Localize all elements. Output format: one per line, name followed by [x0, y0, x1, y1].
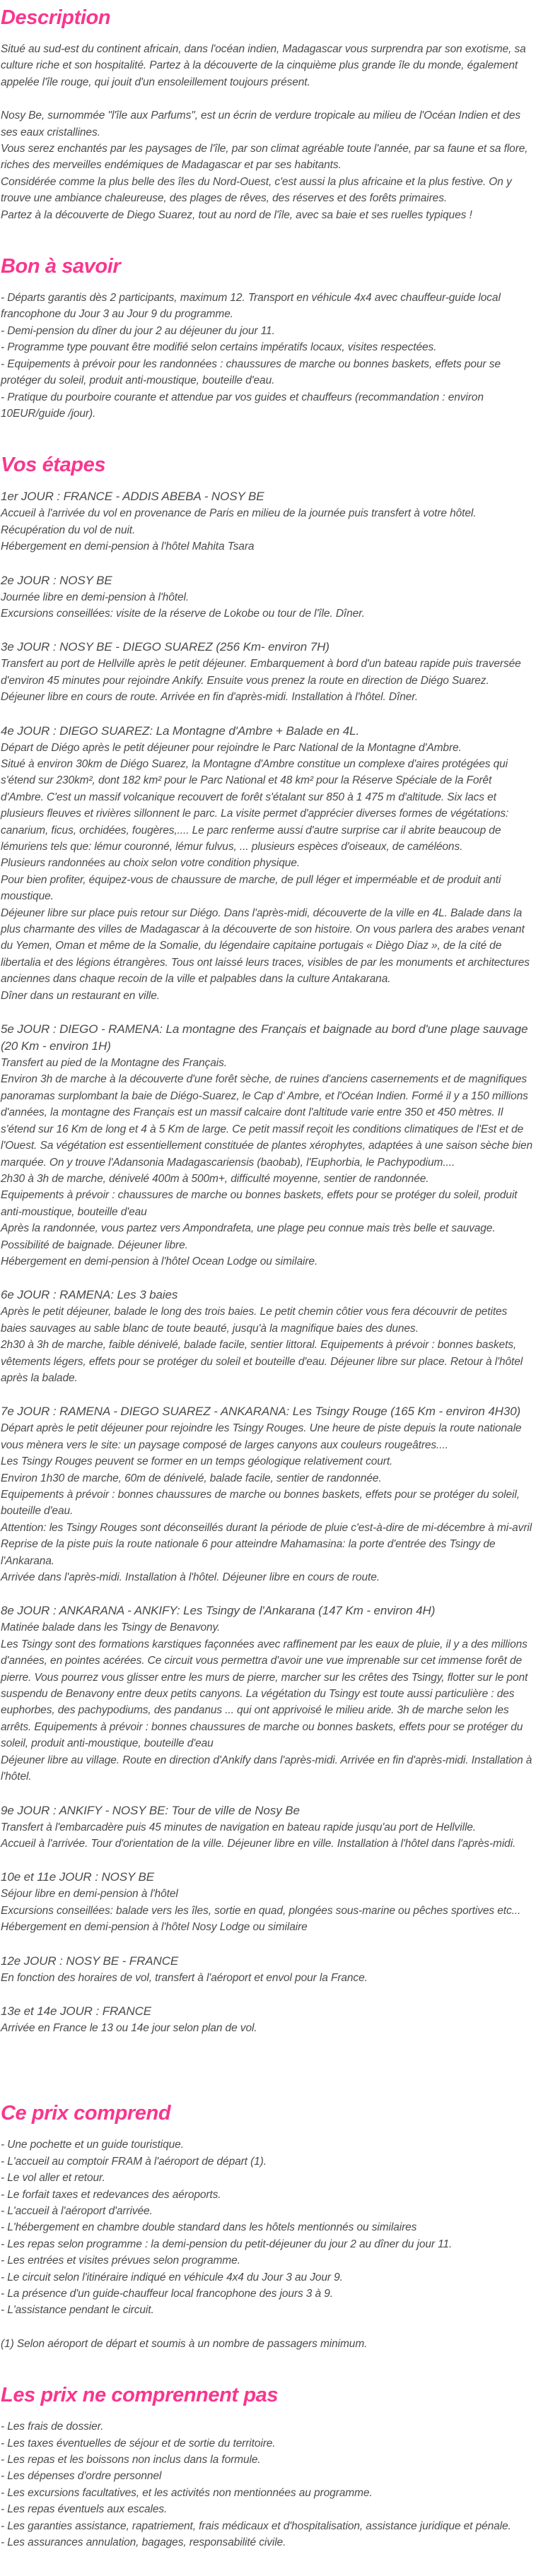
paragraph: Attention: les Tsingy Rouges sont déconseillés durant la période de pluie c'est-à-dire de mi-décembre à mi-avril	[1, 1521, 532, 1534]
paragraph: Environ 1h30 de marche, 60m de dénivelé, balade facile, sentier de randonnée.	[1, 1472, 382, 1484]
day-title: 9e JOUR : ANKIFY - NOSY BE: Tour de ville de Nosy Be	[1, 1803, 300, 1817]
paragraph: - Programme type pouvant être modifié selon certains impératifs locaux, visites respectées.	[1, 341, 437, 354]
paragraph: - Une pochette et un guide touristique.	[1, 2139, 184, 2151]
section-description	[1, 6, 535, 223]
paragraph: Equipements à prévoir : chaussures de marche ou bonnes baskets, effets pour se protéger du soleil, produit anti-moustique, bouteille d'eau	[1, 1189, 518, 1218]
paragraph: - L'accueil à l'aéroport d'arrivée.	[1, 2204, 153, 2217]
paragraph: - Départs garantis dès 2 participants, maximum 12. Transport en véhicule 4x4 avec chauffeur-guide local francophone du Jour 3 au Jour 9 du programme.	[1, 292, 501, 321]
paragraph: - Les repas selon programme : la demi-pension du petit-déjeuner du jour 2 au dîner du jour 11.	[1, 2238, 453, 2250]
paragraph: Les Tsingy sont des formations karstiques façonnées avec raffinement par les eaux de pluie, il y a des millions d'années, en pointes acérées. Ce circuit vous permettra d'avoir une vue imprenable sur cet immense forêt de pierre. Vous pourrez vous glisser entre les murs de pierre, marcher sur les crêtes des Tsingy, flotter sur le pont suspendu de Benavony entre deux petits canyons. La végétation du Tsingy est toute aussi particulière : des euphorbes, des pachypodiums, des pandanus ... qui ont apprivoisé le milieu aride. 3h de marche selon les arrêts. Equipements à prévoir : bonnes chaussures de marche ou bonnes baskets, effets pour se protéger du soleil, produit anti-moustique, bouteille d'eau	[1, 1638, 528, 1750]
section-les-prix-ne-comprennent-pas	[1, 2383, 535, 2551]
paragraph: Excursions conseillées: visite de la réserve de Lokobe ou tour de l'île. Dîner.	[1, 607, 365, 620]
paragraph: - Le forfait taxes et redevances des aéroports.	[1, 2188, 221, 2201]
paragraph: (1) Selon aéroport de départ et soumis à un nombre de passagers minimum.	[1, 2337, 368, 2350]
paragraph: Matinée balade dans les Tsingy de Benavony.	[1, 1621, 221, 1634]
day-title: 13e et 14e JOUR : FRANCE	[1, 2004, 152, 2018]
paragraph: - L'assistance pendant le circuit.	[1, 2304, 154, 2317]
paragraph: Transfert au pied de la Montagne des Français.	[1, 1057, 227, 1070]
day-title: 5e JOUR : DIEGO - RAMENA: La montagne des Français et baignade au bord d'une plage sauvage (20 Km - environ 1H)	[1, 1022, 528, 1053]
paragraph: Accueil à l'arrivée du vol en provenance de Paris en milieu de la journée puis transfert à votre hôtel. Récupération du vol de nuit.	[1, 507, 477, 536]
paragraph: - Equipements à prévoir pour les randonnées : chaussures de marche ou bonnes baskets, effets pour se protéger du soleil, produit anti-moustique, bouteille d'eau.	[1, 358, 501, 387]
paragraph: Partez à la découverte de Diego Suarez, tout au nord de l'île, avec sa baie et ses ruelles typiques !	[1, 208, 472, 221]
paragraph: - Pratique du pourboire courante et attendue par vos guides et chauffeurs (recommandation : environ 10EUR/guide /jour).	[1, 391, 484, 420]
paragraph: Hébergement en demi-pension à l'hôtel Nosy Lodge ou similaire	[1, 1921, 308, 1934]
paragraph: 2h30 à 3h de marche, faible dénivelé, balade facile, sentier littoral. Equipements à prévoir : bonnes baskets, vêtements légers, effets pour se protéger du soleil et bouteille d'eau. Déjeuner libre sur place. Retour à l'hôtel après la balade.	[1, 1339, 523, 1384]
paragraph: En fonction des horaires de vol, transfert à l'aéroport et envol pour la France.	[1, 1971, 368, 1984]
text-block	[1, 41, 535, 90]
paragraph: Considérée comme la plus belle des îles du Nord-Ouest, c'est aussi la plus africaine et la plus festive. On y trouve une ambiance chaleureuse, des plages de rêves, des réserves et des forêts primaires.	[1, 175, 512, 205]
paragraph: Pour bien profiter, équipez-vous de chaussure de marche, de pull léger et imperméable et de produit anti moustique.	[1, 873, 501, 903]
paragraph: Dîner dans un restaurant en ville.	[1, 989, 160, 1002]
day-title: 10e et 11e JOUR : NOSY BE	[1, 1870, 155, 1884]
paragraph: - Les garanties assistance, rapatriement, frais médicaux et d'hospitalisation, assistance juridique et pénale.	[1, 2519, 511, 2532]
day-block	[1, 1953, 535, 1986]
day-block	[1, 1602, 535, 1785]
paragraph: Reprise de la piste puis la route nationale 6 pour atteindre Mahamasina: la porte d'entrée des Tsingy de l'Ankarana.	[1, 1538, 496, 1567]
text-block	[1, 2418, 535, 2551]
paragraph: - Les taxes éventuelles de séjour et de sortie du territoire.	[1, 2437, 276, 2450]
paragraph: Arrivée en France le 13 ou 14e jour selon plan de vol.	[1, 2021, 257, 2034]
paragraph: - Les dépenses d'ordre personnel	[1, 2470, 162, 2483]
day-block	[1, 488, 535, 555]
day-block	[1, 1869, 535, 1935]
section-vos-etapes	[1, 453, 535, 2036]
paragraph: Départ de Diégo après le petit déjeuner pour rejoindre le Parc National de la Montagne d'Ambre.	[1, 741, 462, 754]
paragraph: - Les assurances annulation, bagages, responsabilité civile.	[1, 2536, 286, 2549]
paragraph: Plusieurs randonnées au choix selon votre condition physique.	[1, 857, 301, 870]
section-heading: Ce prix comprend	[1, 2102, 171, 2125]
paragraph: Après le petit déjeuner, balade le long des trois baies. Le petit chemin côtier vous fera découvrir de petites baies sauvages au sable blanc de toute beauté, jusqu'à la magnifique baies des dunes.	[1, 1306, 508, 1335]
day-block	[1, 1287, 535, 1386]
paragraph: - L'accueil au comptoir FRAM à l'aéroport de départ (1).	[1, 2155, 267, 2168]
day-title: 2e JOUR : NOSY BE	[1, 573, 112, 587]
paragraph: - Les repas éventuels aux escales.	[1, 2503, 168, 2516]
paragraph: Séjour libre en demi-pension à l'hôtel	[1, 1888, 178, 1901]
text-block	[1, 107, 535, 223]
paragraph: - Le vol aller et retour.	[1, 2172, 105, 2185]
day-title: 3e JOUR : NOSY BE - DIEGO SUAREZ (256 Km- environ 7H)	[1, 640, 330, 654]
day-block	[1, 723, 535, 1005]
paragraph: Vous serez enchantés par les paysages de l'île, par son climat agréable toute l'année, par sa faune et sa flore, riches des merveilles endémiques de Madagascar et par ses habitants.	[1, 143, 528, 172]
section-heading: Les prix ne comprennent pas	[1, 2384, 279, 2407]
paragraph: Hébergement en demi-pension à l'hôtel Ocean Lodge ou similaire.	[1, 1255, 318, 1268]
section-heading: Vos étapes	[1, 454, 106, 477]
paragraph: - Les excursions facultatives, et les activités non mentionnées au programme.	[1, 2486, 373, 2499]
paragraph: Journée libre en demi-pension à l'hôtel.	[1, 591, 190, 603]
paragraph: Après la randonnée, vous partez vers Ampondrafeta, une plage peu connue mais très belle et sauvage. Possibilité de baignade. Déjeuner libre.	[1, 1222, 496, 1251]
paragraph: Déjeuner libre en cours de route. Arrivée en fin d'après-midi. Installation à l'hôtel. Dîner.	[1, 691, 418, 704]
text-block	[1, 290, 535, 422]
paragraph: - Le circuit selon l'itinéraire indiqué en véhicule 4x4 du Jour 3 au Jour 9.	[1, 2271, 343, 2283]
paragraph: Environ 3h de marche à la découverte d'une forêt sèche, de ruines d'anciens casernements et de magnifiques panoramas surplombant la baie de Diégo-Suarez, le Cap d' Ambre, et l'Océan Indien. Formé il y a 150 millions d'années, la montagne des Français est un massif calcaire dont l'altitude varie entre 350 et 450 mètres. Il s'étend sur 16 Km de long et 4 à 5 Km de large. Ce petit massif reçoit les conditions climatiques de l'Est et de l'Ouest. Sa végétation est essentiellement constituée de plantes xérophytes, adaptées à une saison sèche bien marquée. On y trouve l'Adansonia Madagascariensis (baobab), l'Euphorbia, le Pachypodium....	[1, 1073, 533, 1169]
day-title: 6e JOUR : RAMENA: Les 3 baies	[1, 1288, 178, 1302]
paragraph: - L'hébergement en chambre double standard dans les hôtels mentionnés ou similaires	[1, 2221, 417, 2234]
paragraph: Situé à environ 30km de Diégo Suarez, la Montagne d'Ambre constitue un complexe d'aires protégées qui s'étend sur 230km², dont 182 km² pour le Parc National et 48 km² pour la Réserve Spéciale de la Forêt d'Ambre. C'est un massif volcanique recouvert de forêt s'étalant sur 850 à 1 475 m d'altitude. Six lacs et plusieurs fleuves et rivières sillonnent le parc. La visite permet d'apprécier diverses formes de végétations: canarium, ficus, orchidées, fougères,.... Le parc renferme aussi d'autre surprise car il abrite beaucoup de lémuriens tels que: lémur couronné, lémur fulvus, ... plusieurs espèces d'oiseaux, de caméléons.	[1, 757, 509, 853]
day-block	[1, 1021, 535, 1270]
day-title: 7e JOUR : RAMENA - DIEGO SUAREZ - ANKARANA: Les Tsingy Rouge (165 Km - environ 4H30)	[1, 1405, 521, 1419]
section-heading: Bon à savoir	[1, 255, 121, 278]
text-block	[1, 2137, 535, 2318]
paragraph: Equipements à prévoir : bonnes chaussures de marche ou bonnes baskets, effets pour se protéger du soleil, bouteille d'eau.	[1, 1489, 520, 1518]
paragraph: Arrivée dans l'après-midi. Installation à l'hôtel. Déjeuner libre en cours de route.	[1, 1571, 380, 1584]
section-ce-prix-comprend	[1, 2101, 535, 2352]
paragraph: Excursions conseillées: balade vers les îles, sortie en quad, plongées sous-marine ou pêches sportives etc...	[1, 1904, 521, 1917]
day-title: 4e JOUR : DIEGO SUAREZ: La Montagne d'Ambre + Balade en 4L.	[1, 723, 360, 738]
paragraph: Transfert au port de Hellville après le petit déjeuner. Embarquement à bord d'un bateau rapide puis traversée d'environ 45 minutes pour rejoindre Ankify. Ensuite vous prenez la route en direction de Diégo Suarez.	[1, 658, 521, 687]
paragraph: Les Tsingy Rouges peuvent se former en un temps géologique relativement court.	[1, 1455, 393, 1468]
paragraph: Transfert à l'embarcadère puis 45 minutes de navigation en bateau rapide jusqu'au port de Hellville.	[1, 1821, 477, 1833]
paragraph: - Les frais de dossier.	[1, 2421, 104, 2433]
paragraph: 2h30 à 3h de marche, dénivelé 400m à 500m+, difficulté moyenne, sentier de randonnée.	[1, 1172, 429, 1185]
day-title: 1er JOUR : FRANCE - ADDIS ABEBA - NOSY BE	[1, 490, 264, 504]
section-heading: Description	[1, 6, 111, 29]
paragraph: Accueil à l'arrivée. Tour d'orientation de la ville. Déjeuner libre en ville. Installation à l'hôtel dans l'après-midi.	[1, 1837, 516, 1850]
paragraph: Déjeuner libre sur place puis retour sur Diégo. Dans l'après-midi, découverte de la ville en 4L. Balade dans la plus charmante des villes de Madagascar à la découverte de son histoire. On vous parlera des arabes venant du Yemen, Oman et même de la Somalie, du légendaire capitaine portugais « Diègo Diaz », de la cité de libertalia et des légions étrangères. Tous ont laissé leurs traces, visibles de par les monuments et architectures anciennes dans chaque recoin de la ville et palpables dans la culture Antakarana.	[1, 906, 530, 986]
paragraph: Départ après le petit déjeuner pour rejoindre les Tsingy Rouges. Une heure de piste depuis la route nationale vous mènera vers le site: un paysage composé de larges canyons aux couleurs rougeâtres....	[1, 1422, 522, 1451]
paragraph: Hébergement en demi-pension à l'hôtel Mahita Tsara	[1, 540, 255, 553]
day-block	[1, 1802, 535, 1853]
paragraph: - Demi-pension du dîner du jour 2 au déjeuner du jour 11.	[1, 324, 275, 337]
day-block	[1, 2003, 535, 2036]
section-bon-a-savoir	[1, 254, 535, 422]
paragraph: - Les entrées et visites prévues selon programme.	[1, 2255, 240, 2267]
paragraph: Situé au sud-est du continent africain, dans l'océan indien, Madagascar vous surprendra par son exotisme, sa culture riche et son hospitalité. Partez à la découverte de la cinquième plus grande île du monde, également appelée l'île rouge, qui jouit d'un ensoleillement toujours présent.	[1, 43, 526, 88]
paragraph: Déjeuner libre au village. Route en direction d'Ankify dans l'après-midi. Arrivée en fin d'après-midi. Installation à l'hôtel.	[1, 1754, 532, 1783]
paragraph: Nosy Be, surnommée "l'île aux Parfums", est un écrin de verdure tropicale au milieu de l'Océan Indien et des ses eaux cristallines.	[1, 110, 520, 138]
paragraph: - Les repas et les boissons non inclus dans la formule.	[1, 2454, 261, 2466]
day-block	[1, 639, 535, 705]
day-title: 8e JOUR : ANKARANA - ANKIFY: Les Tsingy de l'Ankarana (147 Km - environ 4H)	[1, 1604, 436, 1618]
day-block	[1, 572, 535, 622]
day-block	[1, 1403, 535, 1585]
text-block	[1, 2336, 535, 2352]
day-title: 12e JOUR : NOSY BE - FRANCE	[1, 1954, 179, 1968]
paragraph: - La présence d'un guide-chauffeur local francophone des jours 3 à 9.	[1, 2288, 333, 2300]
